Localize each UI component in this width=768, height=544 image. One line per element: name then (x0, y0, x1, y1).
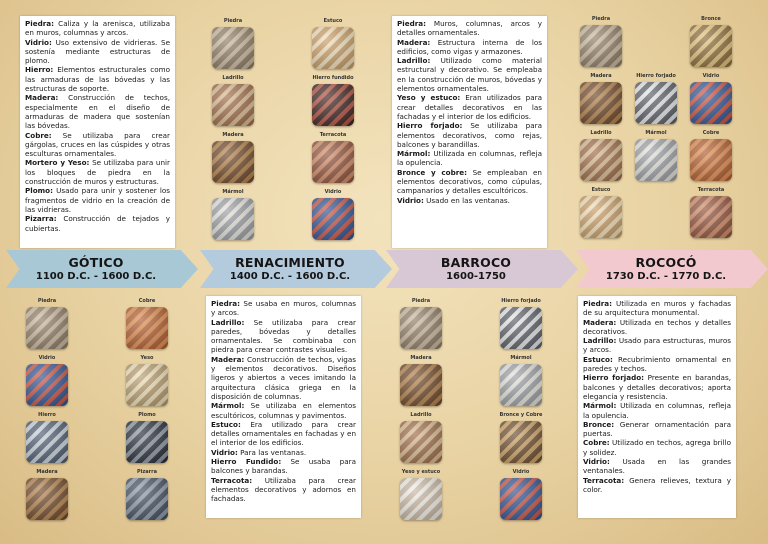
material-description: Estructura interna de los edificios, como vigas y armazones. (397, 37, 542, 56)
renacimiento-item-list (211, 299, 356, 504)
material-term: Ladrillo: (211, 317, 245, 327)
gotico-photo-pizarra (126, 478, 168, 520)
material-description: Usado para unir y sostener los fragmentos de vidrio en la creación de las vidrieras. (25, 186, 170, 214)
material-description: Utilizado en techos, agrega brillo y solidez. (583, 438, 731, 457)
material-description: Utilizada en columnas, refleja la opulencia. (583, 401, 731, 420)
photo-shading (26, 364, 68, 406)
barroco-item-bronce-y-cobre (397, 168, 542, 196)
photo-shading (312, 141, 354, 183)
barroco-photo-madera (400, 364, 442, 406)
photo-label: Madera (410, 355, 432, 361)
material-term: Bronce: (583, 419, 615, 429)
material-description: Genera relieves, textura y color. (583, 475, 731, 494)
material-description: Se usaba para balcones y barandas. (211, 457, 356, 476)
material-description: Se utilizaba para crear gárgolas, cruces en las cúspides y otras esculturas ornamentales. (25, 130, 170, 159)
renacimiento-item-hierro-fundido (211, 457, 356, 476)
material-term: Piedra: (397, 19, 427, 28)
photo-label: Yeso y estuco (401, 469, 441, 475)
renacimiento-item-estuco (211, 420, 356, 448)
material-term: Madera: (211, 354, 245, 364)
material-description: Uso extensivo de vidrieras. Se sostenía mediante estructuras de plomo. (25, 37, 170, 66)
photo-label: Pizarra (137, 469, 157, 475)
material-description: Construcción de techos, vigas y elementos decorativos. Diseños ligeros y abiertos a veces imitando la arquitectura clásica griega en la disposición de columnas. (211, 354, 356, 401)
rococo-photo-ladrillo (580, 139, 622, 181)
material-term: Vidrio: (211, 447, 238, 457)
material-term: Cobre: (583, 438, 610, 448)
material-term: Terracota: (211, 475, 253, 485)
photo-label: Terracota (697, 187, 725, 193)
photo-shading (126, 307, 168, 349)
photo-shading (312, 27, 354, 69)
gotico-item-vidrio (25, 38, 170, 66)
gotico-photo-hierro (26, 421, 68, 463)
photo-shading (26, 307, 68, 349)
renacimiento-photo-marmol (212, 198, 254, 240)
material-term: Madera: (397, 37, 431, 47)
material-term: Piedra: (25, 19, 55, 28)
photo-shading (400, 421, 442, 463)
material-description: Era utilizado para crear detalles ornamentales en fachadas y en el interior de los edificios. (211, 419, 356, 448)
photo-label: Madera (36, 469, 58, 475)
renacimiento-photo-hierro-fundido (312, 84, 354, 126)
material-term: Vidrio: (25, 37, 52, 47)
material-term: Pizarra: (25, 214, 57, 224)
banner-rococo-dates: 1730 D.C. - 1770 D.C. (605, 271, 727, 282)
rococo-photo-madera (580, 82, 622, 124)
rococo-photo-vidrio (690, 82, 732, 124)
barroco-photo-bronce-y-cobre (500, 421, 542, 463)
gotico-photo-yeso (126, 364, 168, 406)
rococo-item-ladrillo (583, 336, 731, 355)
material-term: Vidrio: (583, 457, 610, 467)
photo-shading (400, 307, 442, 349)
gotico-materials-text (20, 16, 175, 248)
photo-label: Yeso (140, 355, 154, 361)
gotico-item-hierro (25, 65, 170, 93)
material-description: Utilizada en muros y fachadas de su arquitectura monumental. (583, 299, 731, 318)
material-description: Se utilizaba para unir los bloques de piedra en la construcción de muros y estructuras. (25, 158, 170, 187)
photo-label: Vidrio (38, 355, 56, 361)
rococo-photo-piedra (580, 25, 622, 67)
renacimiento-item-marmol (211, 401, 356, 420)
photo-label: Bronce (701, 16, 721, 22)
photo-label: Madera (222, 132, 244, 138)
rococo-photo-cobre (690, 139, 732, 181)
renacimiento-photo-ladrillo (212, 84, 254, 126)
material-term: Hierro forjado: (583, 373, 645, 383)
banner-renacimiento-name: RENACIMIENTO (235, 255, 345, 270)
photo-label: Cobre (138, 298, 156, 304)
material-description: Presente en barandas, balcones y detalles decorativos; aporta elegancia y resistencia. (583, 373, 731, 401)
photo-label: Ladrillo (222, 75, 244, 81)
renacimiento-item-vidrio (211, 448, 356, 457)
material-term: Bronce y cobre: (397, 167, 468, 177)
photo-label: Mármol (645, 130, 667, 136)
photo-label: Piedra (223, 18, 243, 24)
rococo-photo-marmol (635, 139, 677, 181)
photo-label: Hierro forjado (636, 73, 676, 79)
material-term: Mortero y Yeso: (25, 158, 90, 168)
rococo-photo-hierro-forjado (635, 82, 677, 124)
barroco-item-marmol (397, 149, 542, 168)
photo-label: Vidrio (702, 73, 720, 79)
photo-label: Cobre (702, 130, 720, 136)
banner-rococo-name: ROCOCÓ (635, 255, 697, 270)
gotico-photo-vidrio (26, 364, 68, 406)
photo-shading (400, 478, 442, 520)
photo-label: Ladrillo (590, 130, 612, 136)
photo-shading (500, 478, 542, 520)
material-term: Vidrio: (397, 195, 424, 205)
gotico-item-plomo (25, 186, 170, 214)
photo-label: Estuco (591, 187, 611, 193)
material-term: Madera: (25, 93, 59, 103)
photo-shading (126, 364, 168, 406)
banner-barroco-name: BARROCO (440, 255, 512, 270)
material-description: Usado en las ventanas. (426, 195, 510, 205)
material-description: Se empleaban en elementos decorativos, como cúpulas, campanarios y detalles escultóricos. (397, 167, 542, 196)
material-term: Estuco: (211, 419, 241, 429)
barroco-item-madera (397, 38, 542, 57)
banner-renacimiento-dates: 1400 D.C. - 1600 D.C. (229, 271, 351, 282)
photo-label: Mármol (222, 189, 244, 195)
gotico-item-piedra (25, 19, 170, 38)
gotico-photo-madera (26, 478, 68, 520)
rococo-item-terracota (583, 476, 731, 495)
material-term: Mármol: (583, 401, 617, 411)
photo-label: Mármol (510, 355, 532, 361)
photo-label: Hierro fundido (312, 75, 354, 81)
renacimiento-materials-text (206, 296, 361, 518)
photo-shading (580, 25, 622, 67)
barroco-photo-piedra (400, 307, 442, 349)
banner-renacimiento (200, 250, 392, 288)
photo-shading (26, 478, 68, 520)
material-description: Utilizada en columnas, refleja la opulencia. (397, 149, 542, 168)
material-description: Eran utilizados para crear detalles decorativos en las fachadas y el interior de los edificios. (397, 93, 542, 121)
material-term: Yeso y estuco: (397, 93, 461, 103)
photo-shading (26, 421, 68, 463)
material-term: Plomo: (25, 186, 53, 196)
photo-shading (580, 82, 622, 124)
material-term: Cobre: (25, 130, 52, 140)
barroco-item-list (397, 19, 542, 205)
banner-barroco-dates: 1600-1750 (446, 271, 506, 282)
material-description: Utilizado como material estructural y decorativo. Se empleaba en la construcción de muros, bóvedas y elementos ornamentales. (397, 56, 542, 94)
photo-label: Piedra (591, 16, 611, 22)
photo-label: Plomo (138, 412, 156, 418)
photo-shading (635, 82, 677, 124)
gotico-item-madera (25, 93, 170, 130)
renacimiento-item-madera (211, 355, 356, 401)
barroco-item-piedra (397, 19, 542, 38)
banner-rococo (576, 250, 768, 288)
gotico-item-mortero-y-yeso (25, 158, 170, 186)
material-description: Utilizaba para crear elementos decorativos y adornos en fachadas. (211, 475, 356, 504)
photo-shading (690, 139, 732, 181)
photo-shading (580, 139, 622, 181)
material-description: Se utilizaba para crear paredes, bóvedas y detalles ornamentales. Se combinaba con piedra para crear contrastes visuales. (211, 317, 356, 355)
barroco-photo-ladrillo (400, 421, 442, 463)
rococo-item-list (583, 299, 731, 494)
rococo-item-hierro-forjado (583, 373, 731, 401)
photo-label: Ladrillo (410, 412, 432, 418)
gotico-photo-cobre (126, 307, 168, 349)
material-term: Ladrillo: (397, 56, 431, 66)
gotico-item-list (25, 19, 170, 233)
rococo-item-piedra (583, 299, 731, 318)
material-term: Piedra: (211, 299, 241, 308)
photo-shading (690, 196, 732, 238)
material-term: Piedra: (583, 299, 613, 308)
material-description: Utilizada en techos y detalles decorativos. (583, 317, 731, 336)
barroco-photo-marmol (500, 364, 542, 406)
material-description: Construcción de techos, especialmente en el diseño de armaduras de madera que sostenían las bóvedas. (25, 93, 170, 131)
gotico-item-cobre (25, 131, 170, 159)
barroco-photo-vidrio (500, 478, 542, 520)
renacimiento-item-piedra (211, 299, 356, 318)
rococo-item-vidrio (583, 457, 731, 476)
material-description: Caliza y la arenisca, utilizaba en muros, columnas y arcos. (25, 19, 170, 38)
photo-label: Vidrio (512, 469, 530, 475)
barroco-materials-text (392, 16, 547, 248)
photo-shading (212, 27, 254, 69)
photo-shading (690, 82, 732, 124)
material-description: Usado para estructuras, muros y arcos. (583, 336, 731, 355)
barroco-photo-hierro-forjado (500, 307, 542, 349)
material-term: Hierro: (25, 65, 54, 75)
material-term: Estuco: (583, 354, 613, 364)
material-description: Elementos estructurales como las armaduras de las bóvedas y las estructuras de soporte. (25, 65, 170, 94)
renacimiento-photo-piedra (212, 27, 254, 69)
photo-shading (500, 364, 542, 406)
photo-shading (312, 84, 354, 126)
photo-shading (126, 478, 168, 520)
photo-shading (690, 25, 732, 67)
photo-label: Vidrio (324, 189, 342, 195)
renacimiento-photo-madera (212, 141, 254, 183)
banner-barroco (386, 250, 578, 288)
renacimiento-photo-estuco (312, 27, 354, 69)
barroco-item-hierro-forjado (397, 121, 542, 149)
rococo-materials-text (578, 296, 736, 518)
photo-shading (400, 364, 442, 406)
material-description: Para las ventanas. (240, 447, 307, 457)
gotico-photo-plomo (126, 421, 168, 463)
material-term: Ladrillo: (583, 336, 617, 346)
photo-shading (212, 84, 254, 126)
renacimiento-photo-vidrio (312, 198, 354, 240)
material-description: Muros, columnas, arcos y detalles ornamentales. (397, 19, 542, 38)
photo-label: Estuco (323, 18, 343, 24)
photo-label: Hierro forjado (501, 298, 541, 304)
photo-shading (580, 196, 622, 238)
material-description: Se utilizaba en elementos escultóricos, columnas y pavimentos. (211, 401, 356, 420)
photo-label: Piedra (411, 298, 431, 304)
barroco-photo-yeso-y-estuco (400, 478, 442, 520)
rococo-item-cobre (583, 438, 731, 457)
rococo-item-estuco (583, 355, 731, 374)
barroco-item-ladrillo (397, 56, 542, 93)
material-description: Construcción de tejados y cubiertas. (25, 214, 170, 233)
photo-label: Terracota (319, 132, 347, 138)
photo-label: Piedra (37, 298, 57, 304)
gotico-photo-piedra (26, 307, 68, 349)
renacimiento-item-terracota (211, 476, 356, 504)
material-description: Generar ornamentación para puertas. (583, 419, 731, 439)
material-description: Se utilizaba para elementos decorativos, como rejas, balcones y barandillas. (397, 121, 542, 149)
photo-label: Hierro (38, 412, 56, 418)
material-description: Usada en las grandes ventanales. (583, 457, 731, 476)
rococo-item-marmol (583, 401, 731, 420)
rococo-item-madera (583, 318, 731, 337)
material-term: Hierro Fundido: (211, 457, 282, 467)
photo-shading (212, 198, 254, 240)
rococo-item-bronce (583, 420, 731, 439)
material-term: Mármol: (397, 149, 431, 159)
photo-shading (635, 139, 677, 181)
material-term: Hierro forjado: (397, 121, 463, 131)
barroco-item-vidrio (397, 196, 542, 205)
renacimiento-photo-terracota (312, 141, 354, 183)
material-term: Terracota: (583, 475, 625, 485)
rococo-photo-estuco (580, 196, 622, 238)
material-description: Se usaba en muros, columnas y arcos. (211, 299, 356, 318)
photo-shading (212, 141, 254, 183)
banner-gotico (6, 250, 198, 288)
photo-shading (126, 421, 168, 463)
photo-shading (500, 421, 542, 463)
barroco-item-yeso-y-estuco (397, 93, 542, 121)
material-term: Madera: (583, 317, 617, 327)
banner-gotico-dates: 1100 D.C. - 1600 D.C. (35, 271, 157, 282)
photo-label: Bronce y Cobre (499, 412, 543, 418)
rococo-photo-bronce (690, 25, 732, 67)
gotico-item-pizarra (25, 214, 170, 233)
photo-shading (500, 307, 542, 349)
photo-shading (312, 198, 354, 240)
banner-gotico-name: GÓTICO (68, 255, 124, 270)
renacimiento-item-ladrillo (211, 318, 356, 355)
rococo-photo-terracota (690, 196, 732, 238)
material-description: Recubrimiento ornamental en paredes y techos. (583, 354, 731, 374)
photo-label: Madera (590, 73, 612, 79)
material-term: Mármol: (211, 401, 245, 411)
